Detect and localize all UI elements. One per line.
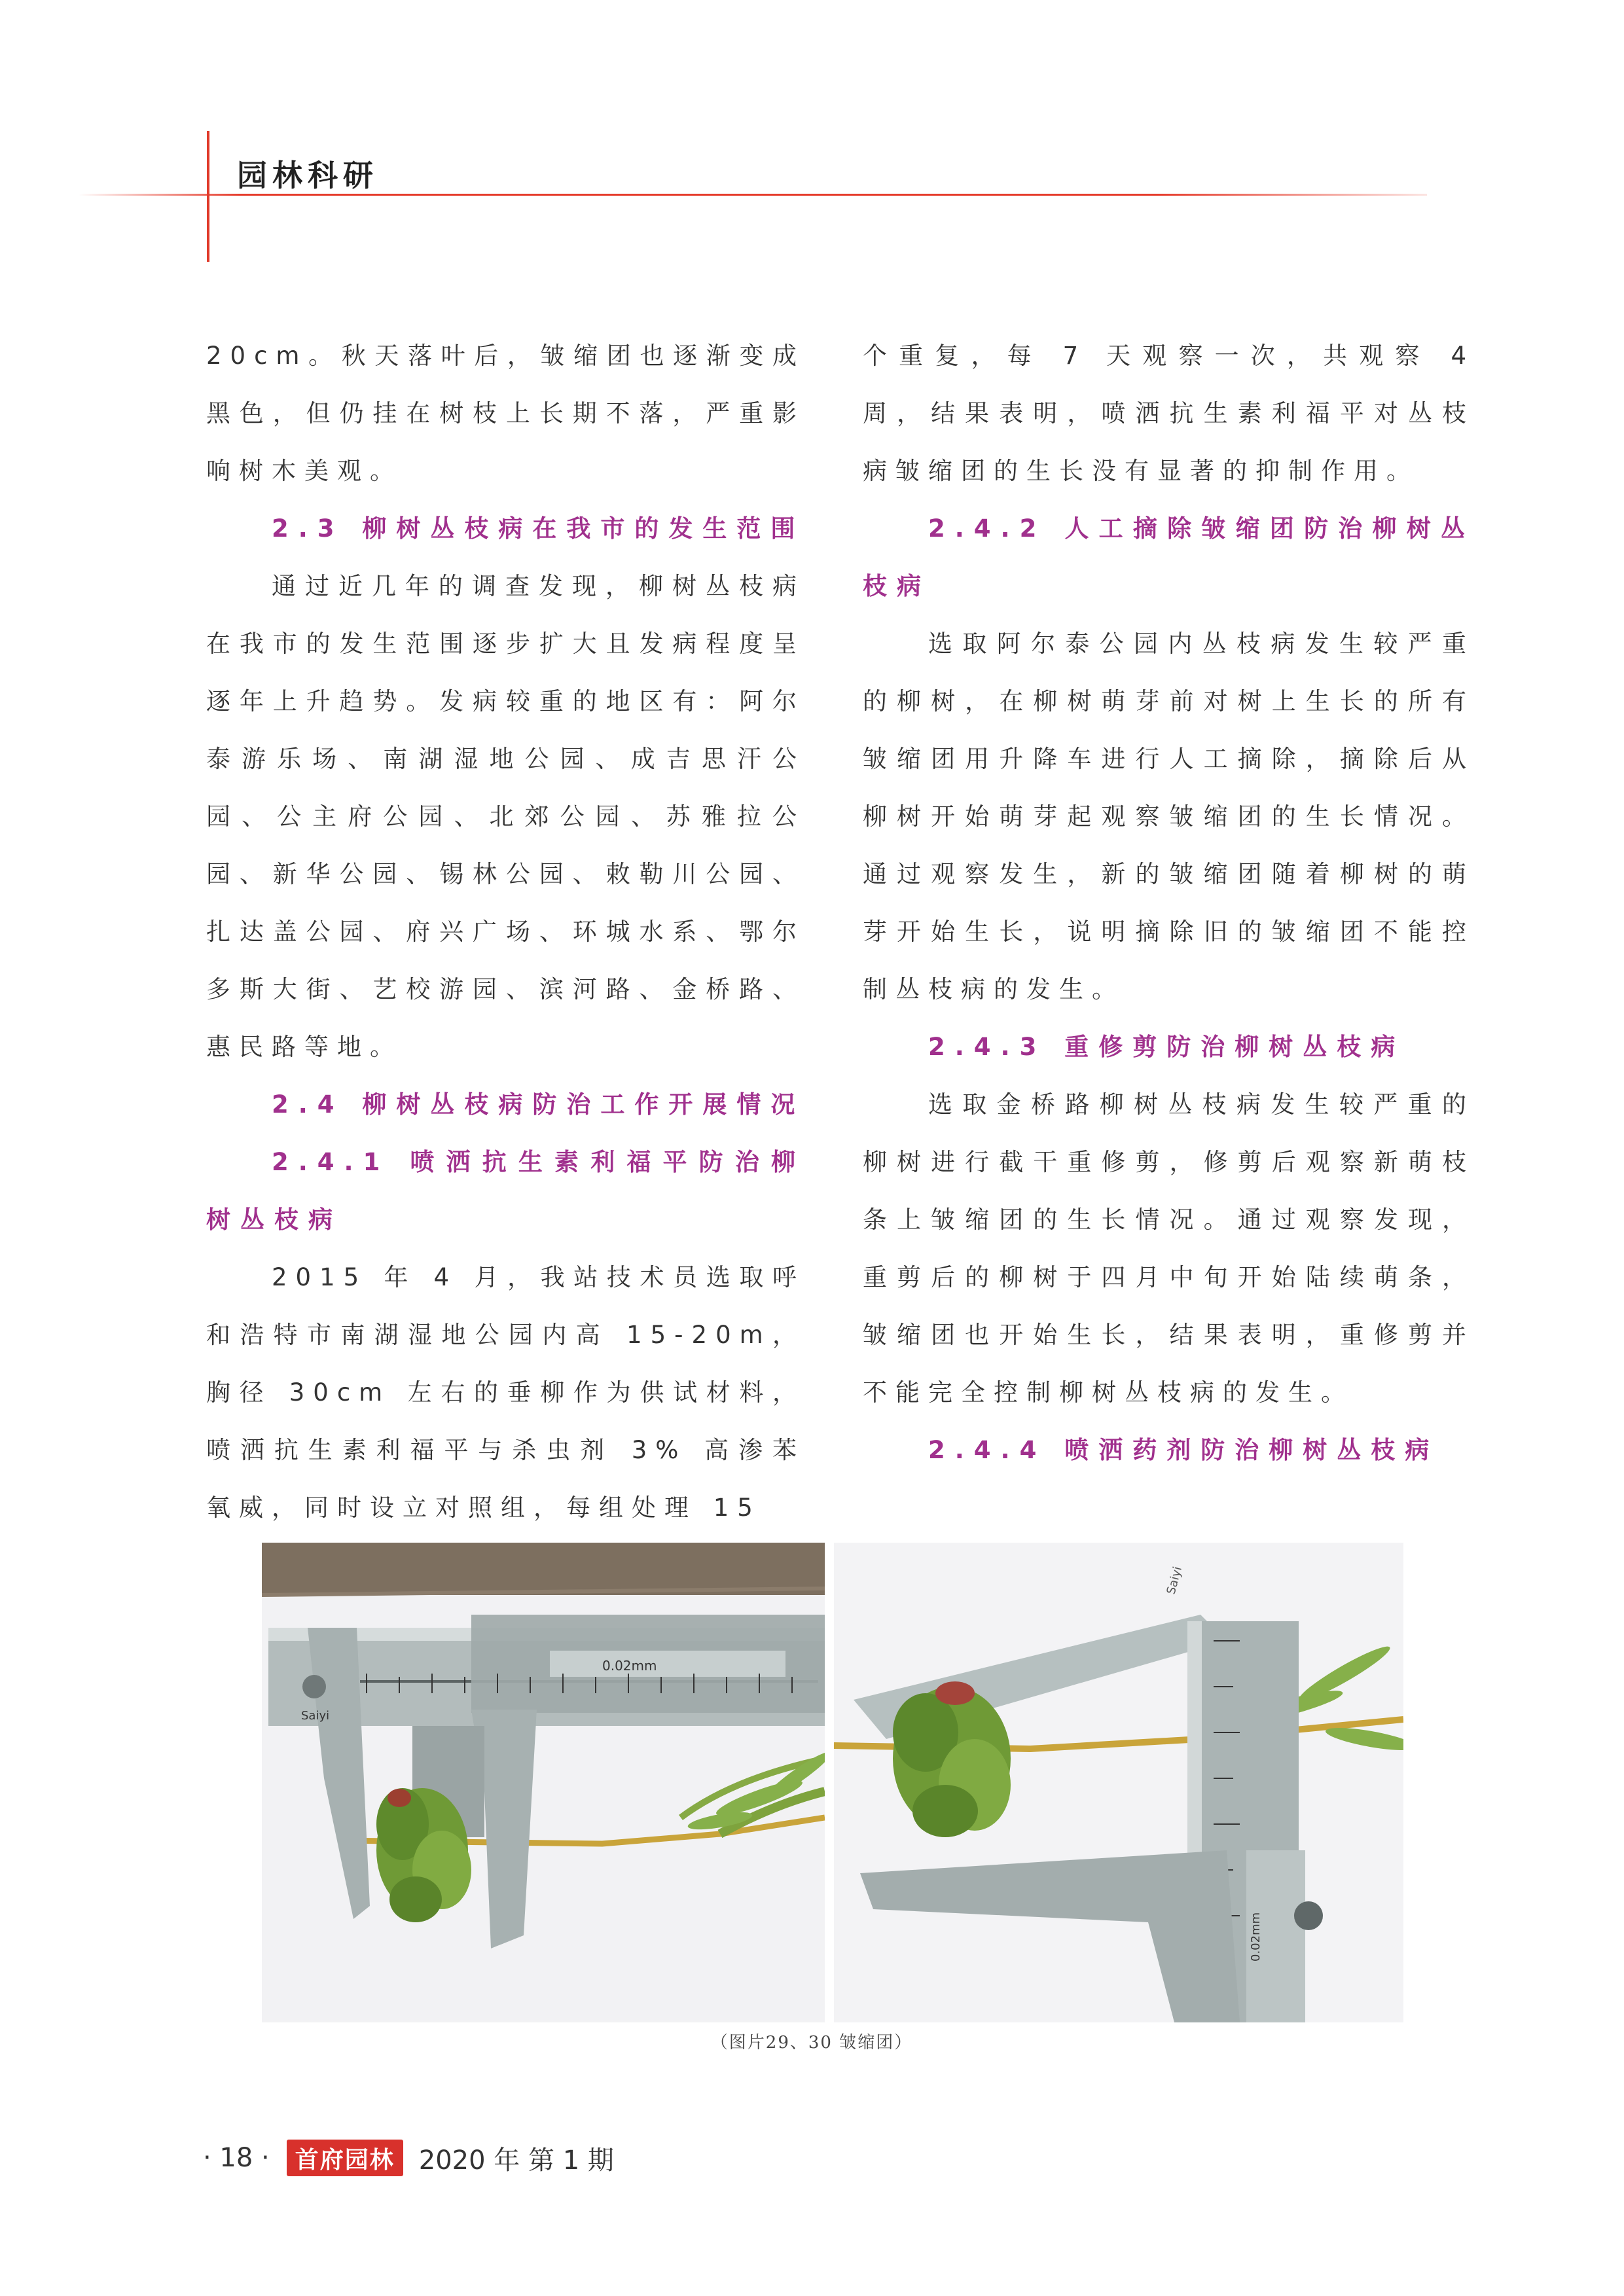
body-paragraph: 通过近几年的调查发现，柳树丛枝病在我市的发生范围逐步扩大且发病程度呈逐年上升趋势。发病较重的地区有：阿尔泰游乐场、南湖湿地公园、成吉思汗公园、公主府公园、北郊公园、苏雅拉公园、新华公园、锡林公园、敕勒川公园、扎达盖公园、府兴广场、环城水系、鄂尔多斯大街、艺校游园、滨河路、金桥路、惠民路等地。 bbox=[206, 572, 805, 1061]
section-heading: 2.4.4 喷洒药剂防治柳树丛枝病 bbox=[928, 1436, 1439, 1464]
section-heading: 2.3 柳树丛枝病在我市的发生范围 bbox=[272, 514, 805, 543]
body-paragraph: 选取阿尔泰公园内丛枝病发生较严重的柳树，在柳树萌芽前对树上生长的所有皱缩团用升降车进行人工摘除，摘除后从柳树开始萌芽起观察皱缩团的生长情况。通过观察发生，新的皱缩团随着柳树的萌芽开始生长，说明摘除旧的皱缩团不能控制丛枝病的发生。 bbox=[863, 630, 1475, 1003]
page-footer bbox=[203, 2135, 614, 2181]
journal-logo: 首府园林 bbox=[287, 2140, 403, 2176]
section-heading: 2.4 柳树丛枝病防治工作开展情况 bbox=[272, 1090, 805, 1119]
left-column bbox=[206, 327, 805, 1537]
section-heading: 2.4.2 人工摘除皱缩团防治柳树丛枝病 bbox=[863, 514, 1475, 600]
svg-text:0.02mm: 0.02mm bbox=[1249, 1912, 1263, 1962]
figure-caption: （图片29、30 皱缩团） bbox=[710, 2033, 913, 2053]
svg-text:Saiyi: Saiyi bbox=[301, 1709, 330, 1723]
svg-text:Saiyi: Saiyi bbox=[1164, 1565, 1185, 1596]
caliper-photo-vertical bbox=[834, 1543, 1403, 2022]
body-paragraph: 20cm。秋天落叶后，皱缩团也逐渐变成黑色，但仍挂在树枝上长期不落，严重影响树木美观。 bbox=[206, 342, 805, 485]
section-heading: 2.4.1 喷洒抗生素利福平防治柳树丛枝病 bbox=[206, 1148, 805, 1234]
section-heading: 2.4.3 重修剪防治柳树丛枝病 bbox=[928, 1033, 1405, 1061]
figure-photo-29 bbox=[262, 1543, 825, 2022]
figure-photo-30 bbox=[834, 1543, 1403, 2022]
page-number: · 18 · bbox=[203, 2143, 270, 2173]
caliper-photo-horizontal bbox=[262, 1543, 825, 2022]
body-paragraph: 2015 年 4 月，我站技术员选取呼和浩特市南湖湿地公园内高 15-20m，胸径 30cm 左右的垂柳作为供试材料，喷洒抗生素利福平与杀虫剂 3% 高渗苯氧威，同时设立对照组，每组处理 15 bbox=[206, 1263, 805, 1522]
right-column bbox=[863, 327, 1475, 1479]
header-vertical-rule bbox=[207, 131, 209, 262]
section-title: 园林科研 bbox=[237, 158, 378, 193]
svg-text:0.02mm: 0.02mm bbox=[602, 1658, 657, 1674]
body-paragraph: 选取金桥路柳树丛枝病发生较严重的柳树进行截干重修剪，修剪后观察新萌枝条上皱缩团的生长情况。通过观察发现，重剪后的柳树于四月中旬开始陆续萌条，皱缩团也开始生长，结果表明，重修剪并不能完全控制柳树丛枝病的发生。 bbox=[863, 1090, 1475, 1407]
body-paragraph: 个重复，每 7 天观察一次，共观察 4 周，结果表明，喷洒抗生素利福平对丛枝病皱缩团的生长没有显著的抑制作用。 bbox=[863, 342, 1475, 485]
issue-label: 2020 年 第 1 期 bbox=[418, 2145, 614, 2176]
